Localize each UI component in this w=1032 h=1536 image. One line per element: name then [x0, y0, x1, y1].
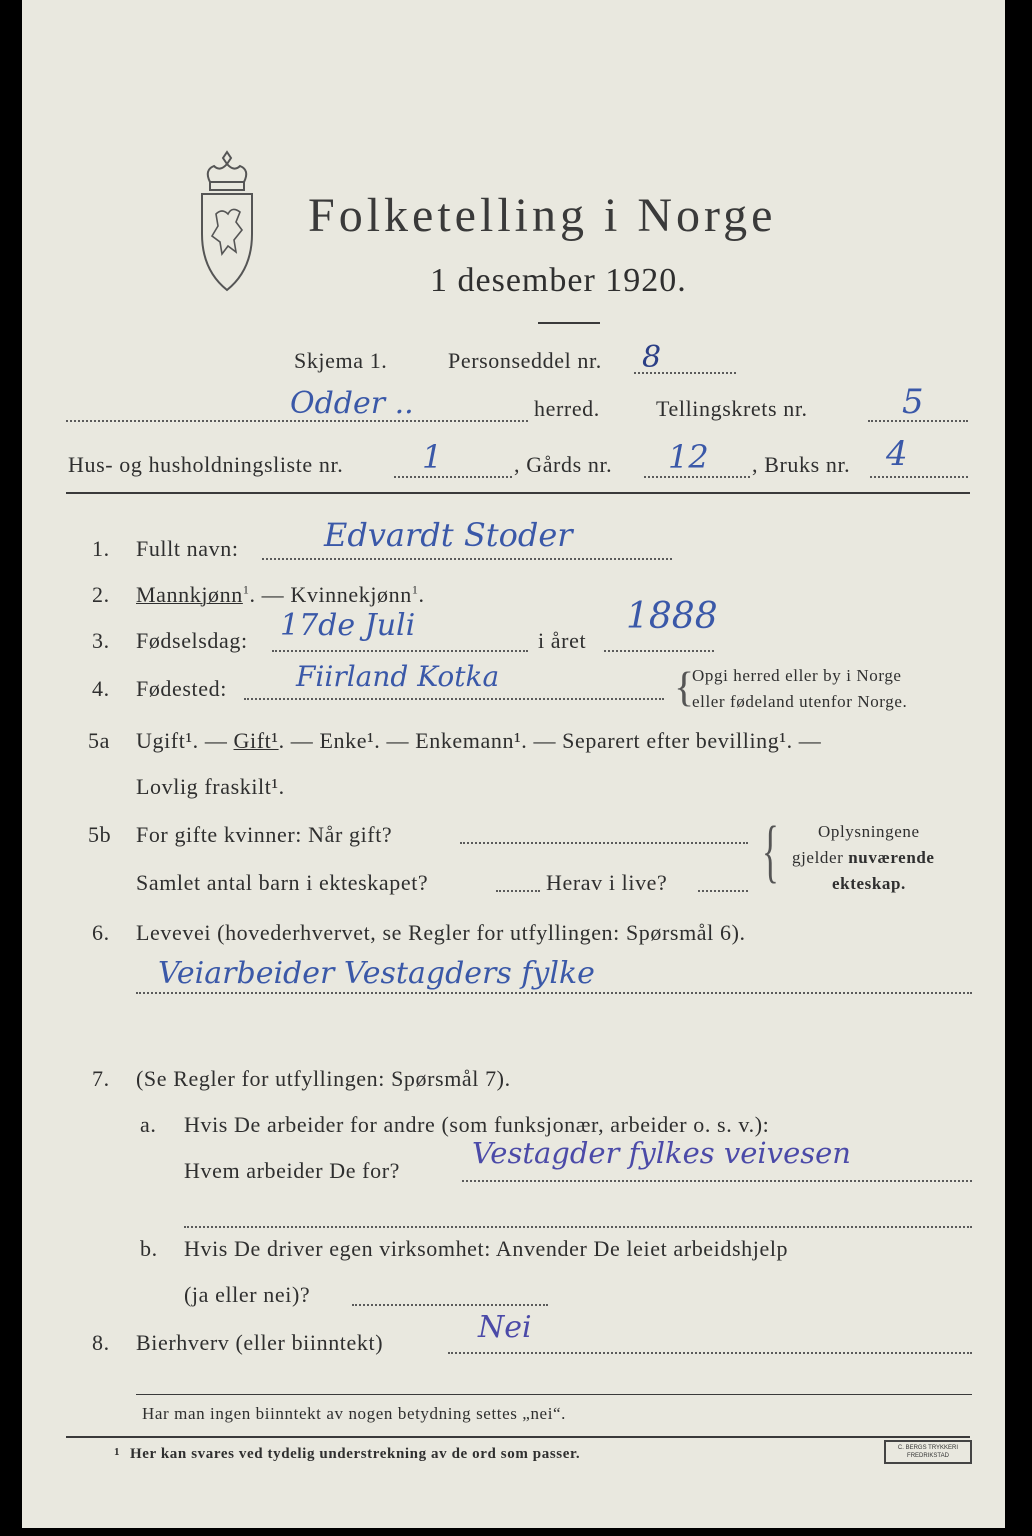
footnote-rule	[66, 1436, 970, 1438]
q5a-rest: . — Enke¹. — Enkemann¹. — Separert efter bevilling¹. —	[278, 728, 822, 753]
personseddel-value: 8	[642, 340, 662, 375]
q5b-line-1: For gifte kvinner: Når gift?	[136, 822, 393, 847]
q5b-line-2a-dots	[496, 890, 540, 892]
q1-value: Edvardt Stoder	[324, 516, 573, 554]
q7-label: (Se Regler for utfyllingen: Spørsmål 7).	[136, 1066, 511, 1091]
q2-female-sup: 1	[411, 582, 419, 597]
q7a-letter: a.	[140, 1112, 157, 1137]
header-rule	[66, 492, 970, 494]
q6-label: Levevei (hovederhvervet, se Regler for utfyllingen: Spørsmål 6).	[136, 920, 746, 945]
gards-value: 12	[668, 438, 709, 476]
hus-line	[394, 476, 512, 478]
bruks-line	[870, 476, 968, 478]
q6-line	[136, 992, 972, 994]
q7b-line-2: (ja eller nei)?	[184, 1282, 311, 1307]
q5b-line-2a: Samlet antal barn i ekteskapet?	[136, 870, 429, 895]
printer-stamp	[884, 1440, 972, 1464]
q5b-brace: {	[762, 813, 780, 890]
form-date: 1 desember 1920.	[430, 262, 687, 299]
q1-number: 1.	[92, 536, 110, 561]
q5b-number: 5b	[88, 822, 112, 847]
herred-label: herred.	[534, 396, 600, 421]
q2-male-sup: 1	[242, 582, 250, 597]
q7-number: 7.	[92, 1066, 110, 1091]
herred-value: Odder ..	[290, 386, 414, 421]
q5a-gift: Gift¹	[233, 728, 279, 753]
q7a-line-2-dots	[462, 1180, 972, 1182]
q3-year-value: 1888	[626, 596, 718, 637]
footer-note: Har man ingen biinntekt av nogen betydning settes „nei“.	[142, 1404, 567, 1423]
q1-line	[262, 558, 672, 560]
q5b-note-2a: gjelder	[792, 848, 849, 867]
q8-number: 8.	[92, 1330, 110, 1355]
census-form	[22, 0, 1005, 1528]
q3-number: 3.	[92, 628, 110, 653]
q3-value: 17de Juli	[280, 608, 416, 643]
tellingskrets-label: Tellingskrets nr.	[656, 396, 808, 421]
q4-note-1: Opgi herred eller by i Norge	[692, 666, 902, 685]
q6-value: Veiarbeider Vestagders fylke	[158, 956, 595, 991]
q7b-line-1: Hvis De driver egen virksomhet: Anvender De leiet arbeidshjelp	[184, 1236, 789, 1261]
q7a-line-2: Hvem arbeider De for?	[184, 1158, 400, 1183]
q4-value: Fiirland Kotka	[296, 660, 500, 693]
schema-label: Skjema 1.	[294, 348, 388, 373]
q7b-line-2-dots	[352, 1304, 548, 1306]
q3-label: Fødselsdag:	[136, 628, 248, 653]
q8-line	[448, 1352, 972, 1354]
q1-label: Fullt navn:	[136, 536, 239, 561]
q5b-line-2b-dots	[698, 890, 748, 892]
q5a-ugift: Ugift¹. —	[136, 728, 234, 753]
bruks-value: 4	[886, 434, 908, 474]
q5b-line-2b: Herav i live?	[546, 870, 668, 895]
q4-note-2: eller fødeland utenfor Norge.	[692, 692, 908, 711]
q4-number: 4.	[92, 676, 110, 701]
gards-line	[644, 476, 750, 478]
gards-label: , Gårds nr.	[514, 452, 613, 477]
q8-label: Bierhverv (eller biinntekt)	[136, 1330, 384, 1355]
q4-brace: {	[674, 665, 695, 711]
q5b-note-3: ekteskap.	[832, 874, 906, 893]
q3-year-label: i året	[538, 628, 587, 653]
q5a-number: 5a	[88, 728, 110, 753]
stamp-line-2: FREDRIKSTAD	[907, 1453, 949, 1459]
q7a-extra-line	[184, 1226, 972, 1228]
q5a-line-1	[136, 728, 821, 754]
q2-male: Mannkjønn	[136, 582, 243, 607]
q4-line	[244, 698, 664, 700]
form-title: Folketelling i Norge	[308, 189, 777, 242]
q2-options	[136, 582, 425, 608]
q2-sep: . —	[249, 582, 291, 607]
q7a-value: Vestagder fylkes veivesen	[472, 1136, 851, 1170]
q8-value: Nei	[478, 1310, 532, 1345]
q2-female: Kvinnekjønn	[290, 582, 412, 607]
bruks-label: , Bruks nr.	[752, 452, 851, 477]
q3-line	[272, 650, 528, 652]
hus-value: 1	[422, 438, 443, 476]
title-divider	[538, 322, 600, 324]
stamp-line-1: C. BERGS TRYKKERI	[897, 1445, 959, 1451]
q5b-note-1: Oplysningene	[818, 822, 920, 841]
q5a-line-2: Lovlig fraskilt¹.	[136, 774, 285, 799]
q2-number: 2.	[92, 582, 110, 607]
q7b-letter: b.	[140, 1236, 158, 1261]
footer-rule	[136, 1394, 972, 1395]
q3-year-line	[604, 650, 714, 652]
q7a-line-1: Hvis De arbeider for andre (som funksjonær, arbeider o. s. v.):	[184, 1112, 770, 1137]
hus-label: Hus- og husholdningsliste nr.	[68, 452, 344, 477]
footnote-mark: 1	[114, 1446, 121, 1458]
q5b-note-2	[792, 848, 935, 868]
footnote-text: Her kan svares ved tydelig understrekning av de ord som passer.	[130, 1446, 581, 1462]
norway-coat-of-arms-icon	[182, 148, 272, 298]
q5b-line-1-dots	[460, 842, 748, 844]
q2-end: .	[418, 582, 425, 607]
tellingskrets-value: 5	[902, 382, 924, 422]
q5b-note-2b: nuværende	[848, 848, 935, 867]
personseddel-label: Personseddel nr.	[448, 348, 602, 373]
q4-label: Fødested:	[136, 676, 227, 701]
q6-number: 6.	[92, 920, 110, 945]
